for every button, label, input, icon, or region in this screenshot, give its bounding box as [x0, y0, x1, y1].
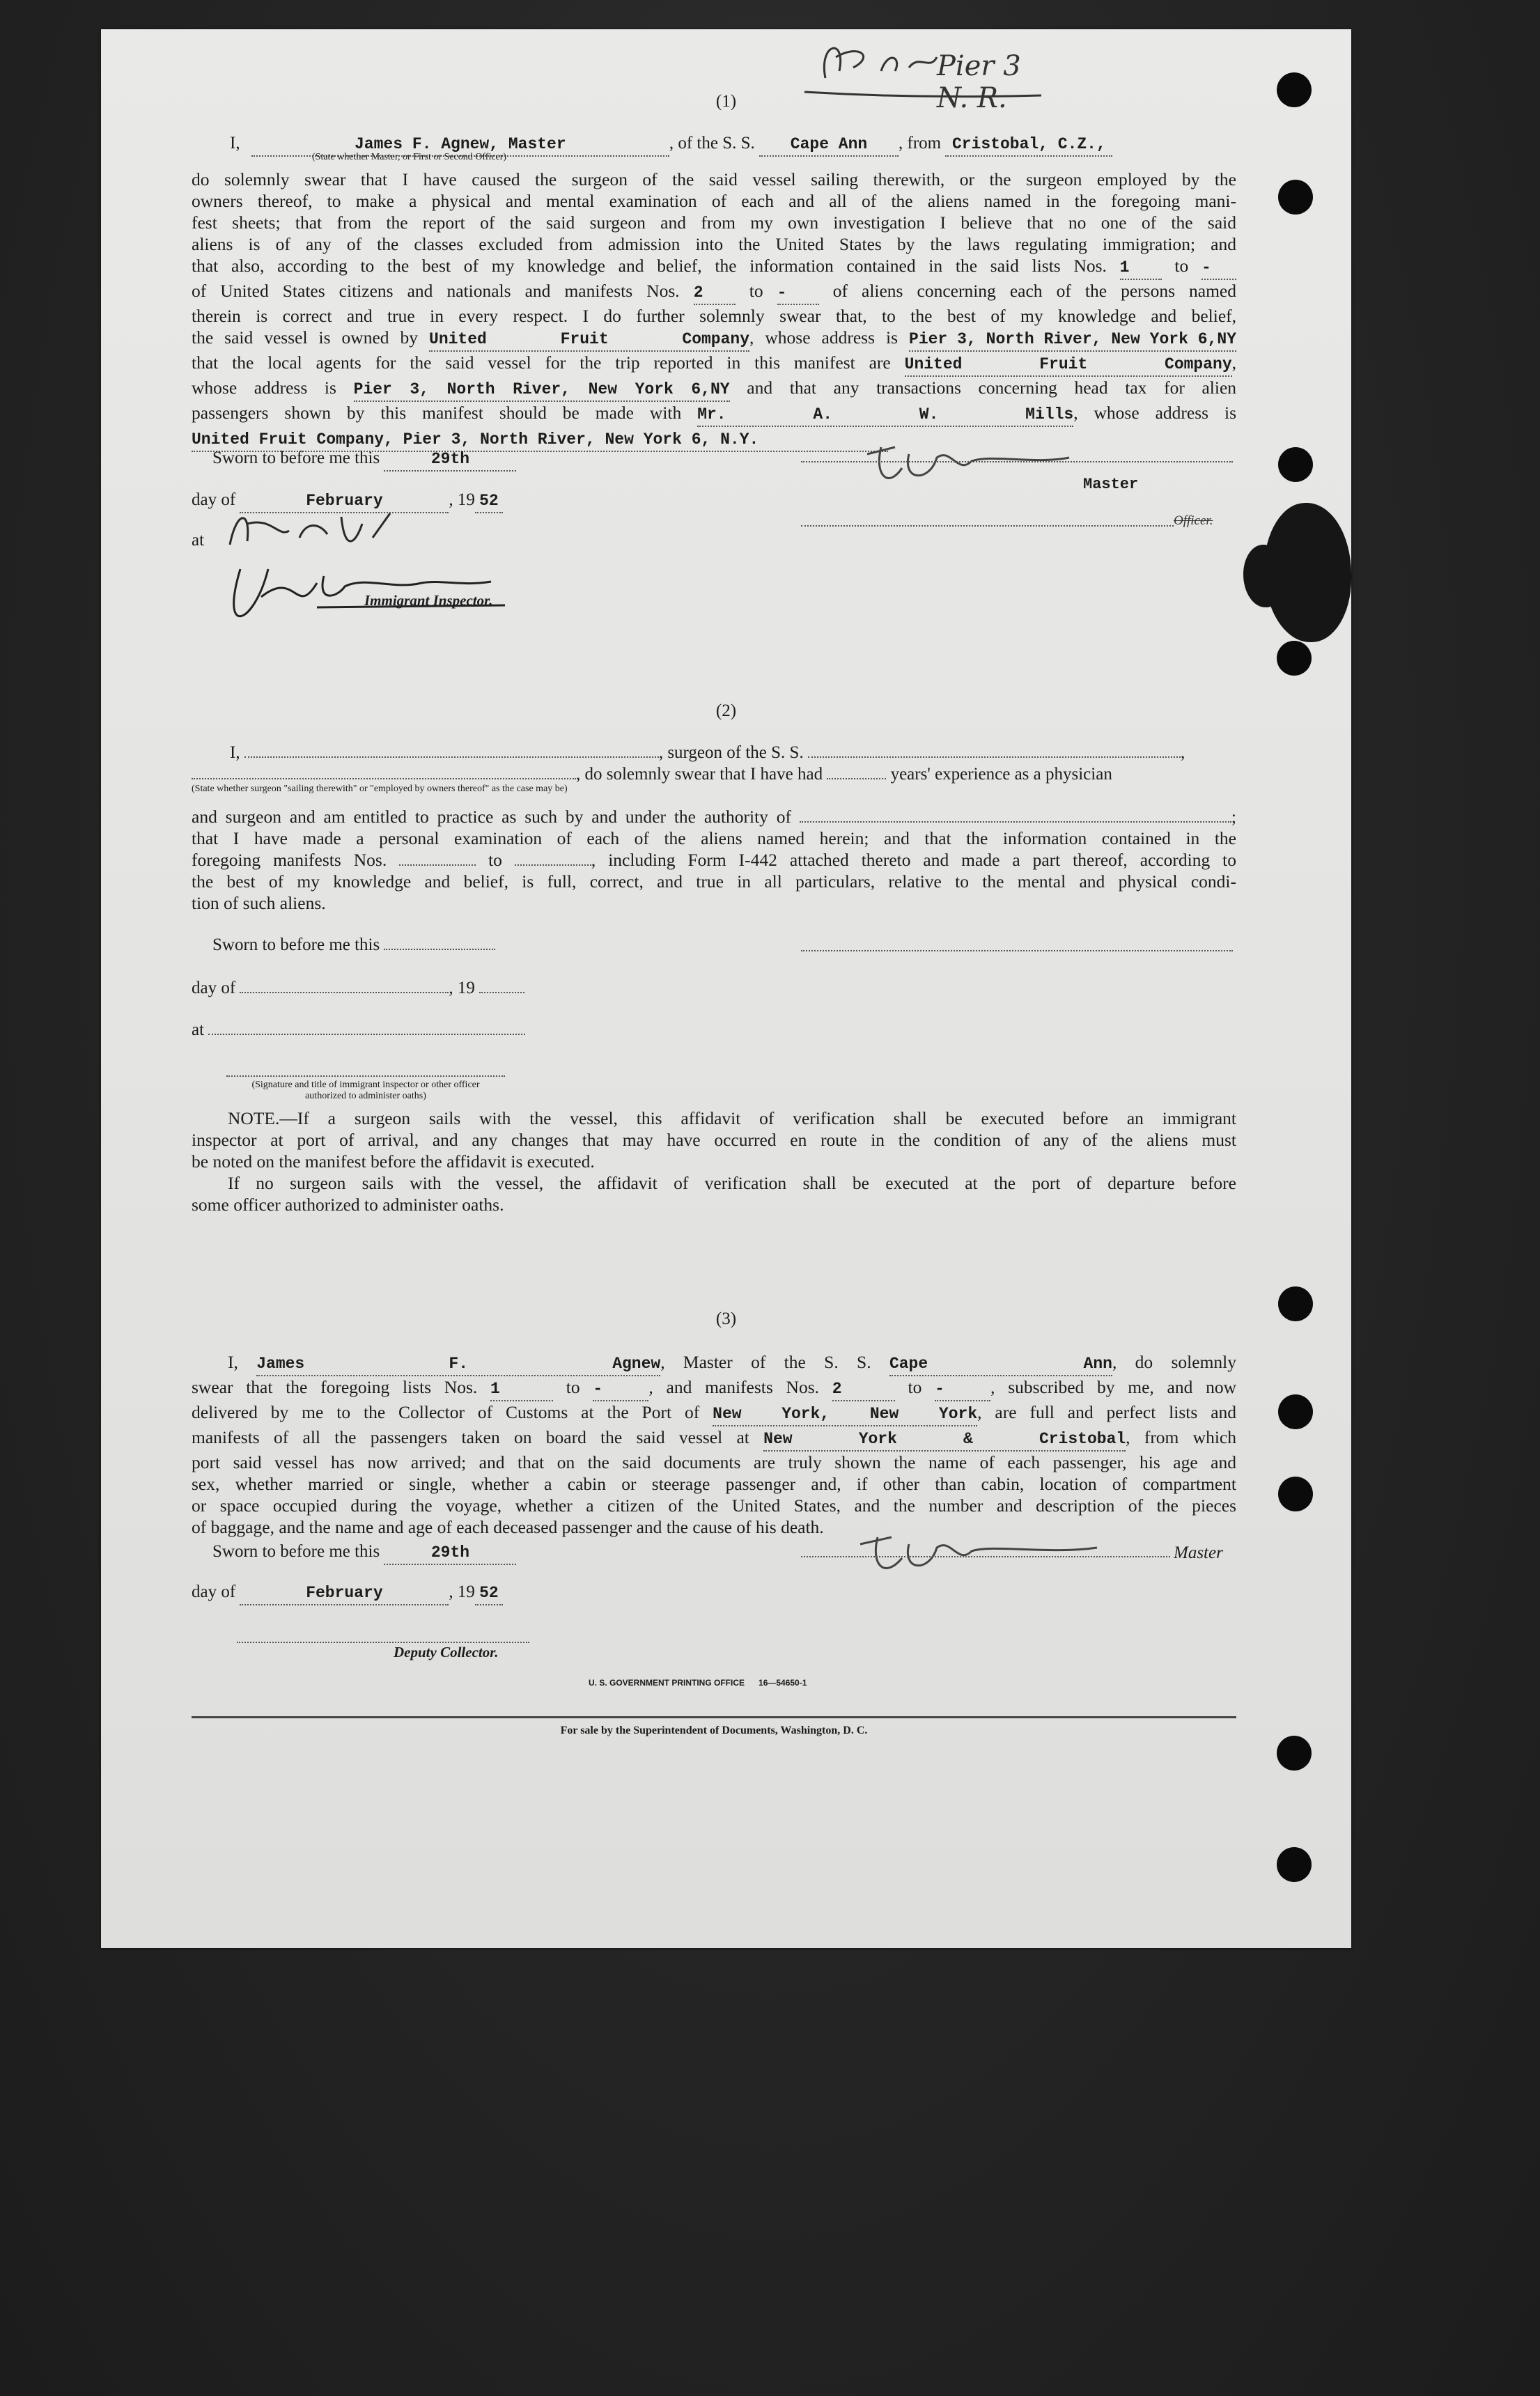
section-number: (3)	[715, 1309, 737, 1328]
agents-address-field: Pier 3, North River, New York 6,NY	[354, 379, 730, 402]
manifests-from-field: 2	[694, 282, 736, 305]
body-line: owners thereof, to make a physical and mental examination of each and all of the aliens named in the foregoing mani-	[192, 191, 1236, 211]
note-line: NOTE.—If a surgeon sails with the vessel, this affidavit of verification shall be executed before an immigrant	[228, 1108, 1236, 1128]
body-text: , whose address is	[749, 327, 899, 348]
sworn-label: Sworn to before me this	[212, 935, 380, 954]
at-field	[208, 1018, 525, 1035]
body-line	[192, 1426, 1236, 1452]
sworn-label: Sworn to before me this	[212, 449, 380, 467]
master-signature-line	[801, 461, 1233, 462]
surgeon-name-field	[244, 741, 659, 758]
punch-hole	[1278, 1477, 1313, 1511]
body-line: therein is correct and true in every respect. I do further solemnly swear that, to the best of my knowledge and belief,	[192, 306, 1236, 326]
body-line	[192, 280, 1236, 305]
year-field	[479, 977, 524, 993]
sec3-day-line	[192, 1581, 503, 1605]
body-text: , subscribed by me, and now	[990, 1377, 1237, 1397]
body-text: foregoing manifests Nos.	[192, 850, 387, 870]
note-line: If no surgeon sails with the vessel, the affidavit of verification shall be executed at the port of departure before	[228, 1173, 1236, 1193]
master-name-field: James F. Agnew	[256, 1353, 660, 1376]
manifests-from-field: 2	[832, 1378, 895, 1401]
day-of-label: day of	[192, 979, 236, 997]
section-number: (2)	[715, 701, 737, 720]
note-block	[192, 1107, 1236, 1215]
body-line: aliens is of any of the classes excluded from admission into the United States by the laws regulating immigration; and	[192, 234, 1236, 254]
body-text: of aliens concerning each of the persons named	[832, 281, 1237, 301]
head-tax-address-field: United Fruit Company, Pier 3, North River, New York 6, N.Y.	[192, 429, 888, 452]
sec1-sworn-line	[212, 447, 516, 472]
deputy-label: Deputy Collector.	[394, 1644, 499, 1660]
owner-address-field: Pier 3, North River, New York 6,NY	[909, 329, 1236, 352]
inspector-signature-line	[226, 1075, 505, 1077]
punch-hole	[1278, 447, 1313, 482]
port-field: New York, New York	[713, 1403, 977, 1426]
body-line	[192, 1351, 1236, 1376]
body-text: to	[488, 850, 502, 870]
master-name-field: James F. Agnew, Master	[251, 134, 669, 157]
year-prefix: , 19	[449, 1582, 475, 1601]
document-sheet	[101, 29, 1351, 1948]
manifests-from-field	[399, 849, 476, 866]
annotation-text: Pier 3 N. R.	[937, 50, 1021, 114]
lists-to-field: -	[1201, 257, 1236, 280]
body-line: sex, whether married or single, whether a cabin or steerage passenger and, if other than cabin, location of compartment	[192, 1474, 1236, 1494]
body-text: and that any transactions concerning head tax for alien	[747, 378, 1237, 398]
body-line	[192, 327, 1236, 352]
handwritten-place	[223, 503, 404, 562]
body-text: , whose address is	[1073, 403, 1237, 423]
manifests-to-field	[515, 849, 591, 866]
officer-line	[801, 525, 1174, 527]
label-i: I,	[230, 743, 240, 762]
sec1-at-line	[192, 529, 204, 551]
section-number: (1)	[715, 92, 737, 111]
label-to: to	[566, 1377, 580, 1397]
body-text: and surgeon and am entitled to practice as such by and under the authority of	[192, 807, 792, 827]
body-text: , from which	[1126, 1427, 1236, 1447]
body-text: manifests of all the passengers taken on board the said vessel at	[192, 1427, 749, 1447]
surgeon-status-field	[192, 763, 576, 779]
sec1-body	[192, 169, 1236, 452]
body-text: , Master of the S. S.	[660, 1352, 871, 1372]
punch-hole	[1277, 1736, 1312, 1771]
year-field: 52	[475, 1582, 503, 1605]
body-text: the said vessel is owned by	[192, 327, 419, 348]
body-line: or space occupied during the voyage, whether a citizen of the United States, and the number and description of the pieces	[192, 1495, 1236, 1516]
body-text: whose address is	[192, 378, 336, 398]
body-line: and surgeon and am entitled to practice as such by and under the authority of ;	[192, 807, 1237, 827]
body-line: that the local agents for the said vessel for the trip reported in this manifest are United Fruit Company,	[192, 352, 1236, 377]
master-signature-line	[801, 1556, 1170, 1557]
label-of-ss: , of the S. S.	[669, 134, 755, 153]
surgeon-signature-line	[801, 950, 1233, 951]
sec2-day-line	[192, 977, 524, 999]
note-line: some officer authorized to administer oaths.	[192, 1195, 504, 1215]
authority-field	[800, 806, 1231, 823]
punch-hole	[1277, 641, 1312, 676]
sec2-at-line	[192, 1018, 525, 1041]
body-line	[192, 1401, 1236, 1426]
departure-port-field: Cristobal, C.Z.,	[945, 134, 1112, 157]
body-line: fest sheets; that from the report of the said surgeon and from my own investigation I believe that no one of the said	[192, 212, 1236, 233]
body-text: , and manifests Nos.	[648, 1377, 820, 1397]
year-prefix: , 19	[449, 979, 475, 997]
body-text: , do solemnly	[1112, 1352, 1237, 1372]
at-label: at	[192, 531, 205, 550]
note-line: inspector at port of arrival, and any changes that may have occurred en route in the condition of any of the aliens must	[192, 1130, 1236, 1150]
body-line: port said vessel has now arrived; and that on the said documents are truly shown the name of each passenger, his age and	[192, 1452, 1236, 1472]
body-line	[192, 255, 1236, 280]
officer-label: Officer.	[1174, 513, 1213, 528]
label-to: to	[908, 1377, 922, 1397]
body-text: passengers shown by this manifest should be made with	[192, 403, 682, 423]
agents-field: United Fruit Company	[905, 354, 1232, 377]
boarded-at-field: New York & Cristobal	[763, 1429, 1126, 1452]
manifests-to-field: -	[777, 282, 819, 305]
footer-rule	[192, 1716, 1236, 1718]
inspector-label: Immigrant Inspector.	[364, 592, 493, 609]
body-line	[192, 402, 1236, 427]
body-text: , are full and perfect lists and	[977, 1402, 1237, 1422]
deputy-signature-line	[237, 1642, 529, 1643]
master-label: Master	[1174, 1543, 1223, 1562]
body-line	[192, 1376, 1236, 1401]
year-prefix: , 19	[449, 490, 475, 509]
vessel-field: Cape Ann	[889, 1353, 1112, 1376]
label-years-exp: years' experience as a physician	[890, 765, 1112, 784]
owner-field: United Fruit Company	[429, 329, 749, 352]
body-text: that the local agents for the said vessel for the trip reported in this manifest are	[192, 352, 891, 373]
body-line: tion of such aliens.	[192, 893, 326, 913]
note-line: be noted on the manifest before the affidavit is executed.	[192, 1151, 595, 1172]
ink-damage	[1243, 545, 1285, 607]
body-line: of baggage, and the name and age of each deceased passenger and the cause of his death.	[192, 1517, 824, 1537]
punch-hole	[1278, 1394, 1313, 1429]
sig-note: (Signature and title of immigrant inspector or other officer authorized to administer oaths)	[251, 1080, 480, 1101]
label-swear-had: , do solemnly swear that I have had	[576, 765, 823, 784]
sec2-sworn-line	[212, 933, 495, 956]
body-text: of United States citizens and nationals and manifests Nos.	[192, 281, 680, 301]
body-line: do solemnly swear that I have caused the surgeon of the said vessel sailing therewith, or the surgeon employed by the	[192, 169, 1236, 189]
sec3-body	[192, 1351, 1236, 1538]
month-field: February	[240, 1582, 449, 1605]
printing-office-line: U. S. GOVERNMENT PRINTING OFFICE 16—54650-1	[589, 1678, 807, 1688]
body-line	[192, 377, 1236, 402]
month-field	[240, 977, 449, 993]
sworn-label: Sworn to before me this	[212, 1542, 380, 1561]
sec2-body	[192, 806, 1236, 914]
surgeon-vessel-field	[808, 741, 1181, 758]
sworn-day-field: 29th	[384, 449, 516, 472]
body-text: delivered by me to the Collector of Customs at the Port of	[192, 1402, 700, 1422]
body-line: that I have made a personal examination of each of the aliens named herein; and that the information contained in the	[192, 828, 1236, 848]
day-of-label: day of	[192, 1582, 236, 1601]
surgeon-note: (State whether surgeon "sailing therewith" or "employed by owners thereof" as the case may be)	[192, 784, 568, 794]
vessel-field: Cape Ann	[759, 134, 899, 157]
body-text: swear that the foregoing lists Nos.	[192, 1377, 478, 1397]
body-line: the best of my knowledge and belief, is full, correct, and true in all particulars, relative to the mental and physical condi-	[192, 871, 1236, 892]
month-field: February	[240, 490, 449, 513]
sec3-sworn-line	[212, 1541, 516, 1565]
sec2-line2	[192, 763, 1112, 785]
punch-hole	[1278, 180, 1313, 215]
sec2-line1: I, , surgeon of the S. S. ,	[230, 741, 1185, 763]
label-i: I,	[230, 134, 240, 153]
years-field	[827, 763, 886, 779]
sworn-day-field: 29th	[384, 1542, 516, 1565]
label-from: , from	[899, 134, 942, 153]
master-signature-stroke	[839, 1527, 1146, 1582]
lists-from-field: 1	[490, 1378, 553, 1401]
manifests-to-field: -	[935, 1378, 990, 1401]
head-tax-contact-field: Mr. A. W. Mills	[697, 404, 1073, 427]
master-title: Master	[1083, 476, 1139, 493]
at-label: at	[192, 1020, 205, 1039]
body-line	[192, 849, 1236, 871]
label-surgeon-of: , surgeon of the S. S.	[658, 743, 804, 762]
sale-line: For sale by the Superintendent of Documents, Washington, D. C.	[560, 1725, 868, 1736]
sworn-day-field	[384, 933, 495, 950]
body-text: , including Form I-442 attached thereto and made a part thereof, according to	[591, 850, 1236, 870]
label-to: to	[1174, 256, 1189, 276]
role-note: (State whether Master, or First or Second Officer)	[312, 152, 507, 162]
body-text: that also, according to the best of my knowledge and belief, the information contained in the said lists Nos.	[192, 256, 1107, 276]
year-field: 52	[475, 490, 503, 513]
punch-hole	[1277, 1847, 1312, 1882]
label-to: to	[749, 281, 763, 301]
day-of-label: day of	[192, 490, 236, 509]
lists-to-field: -	[593, 1378, 648, 1401]
lists-from-field: 1	[1120, 257, 1162, 280]
label-i: I,	[228, 1352, 238, 1372]
